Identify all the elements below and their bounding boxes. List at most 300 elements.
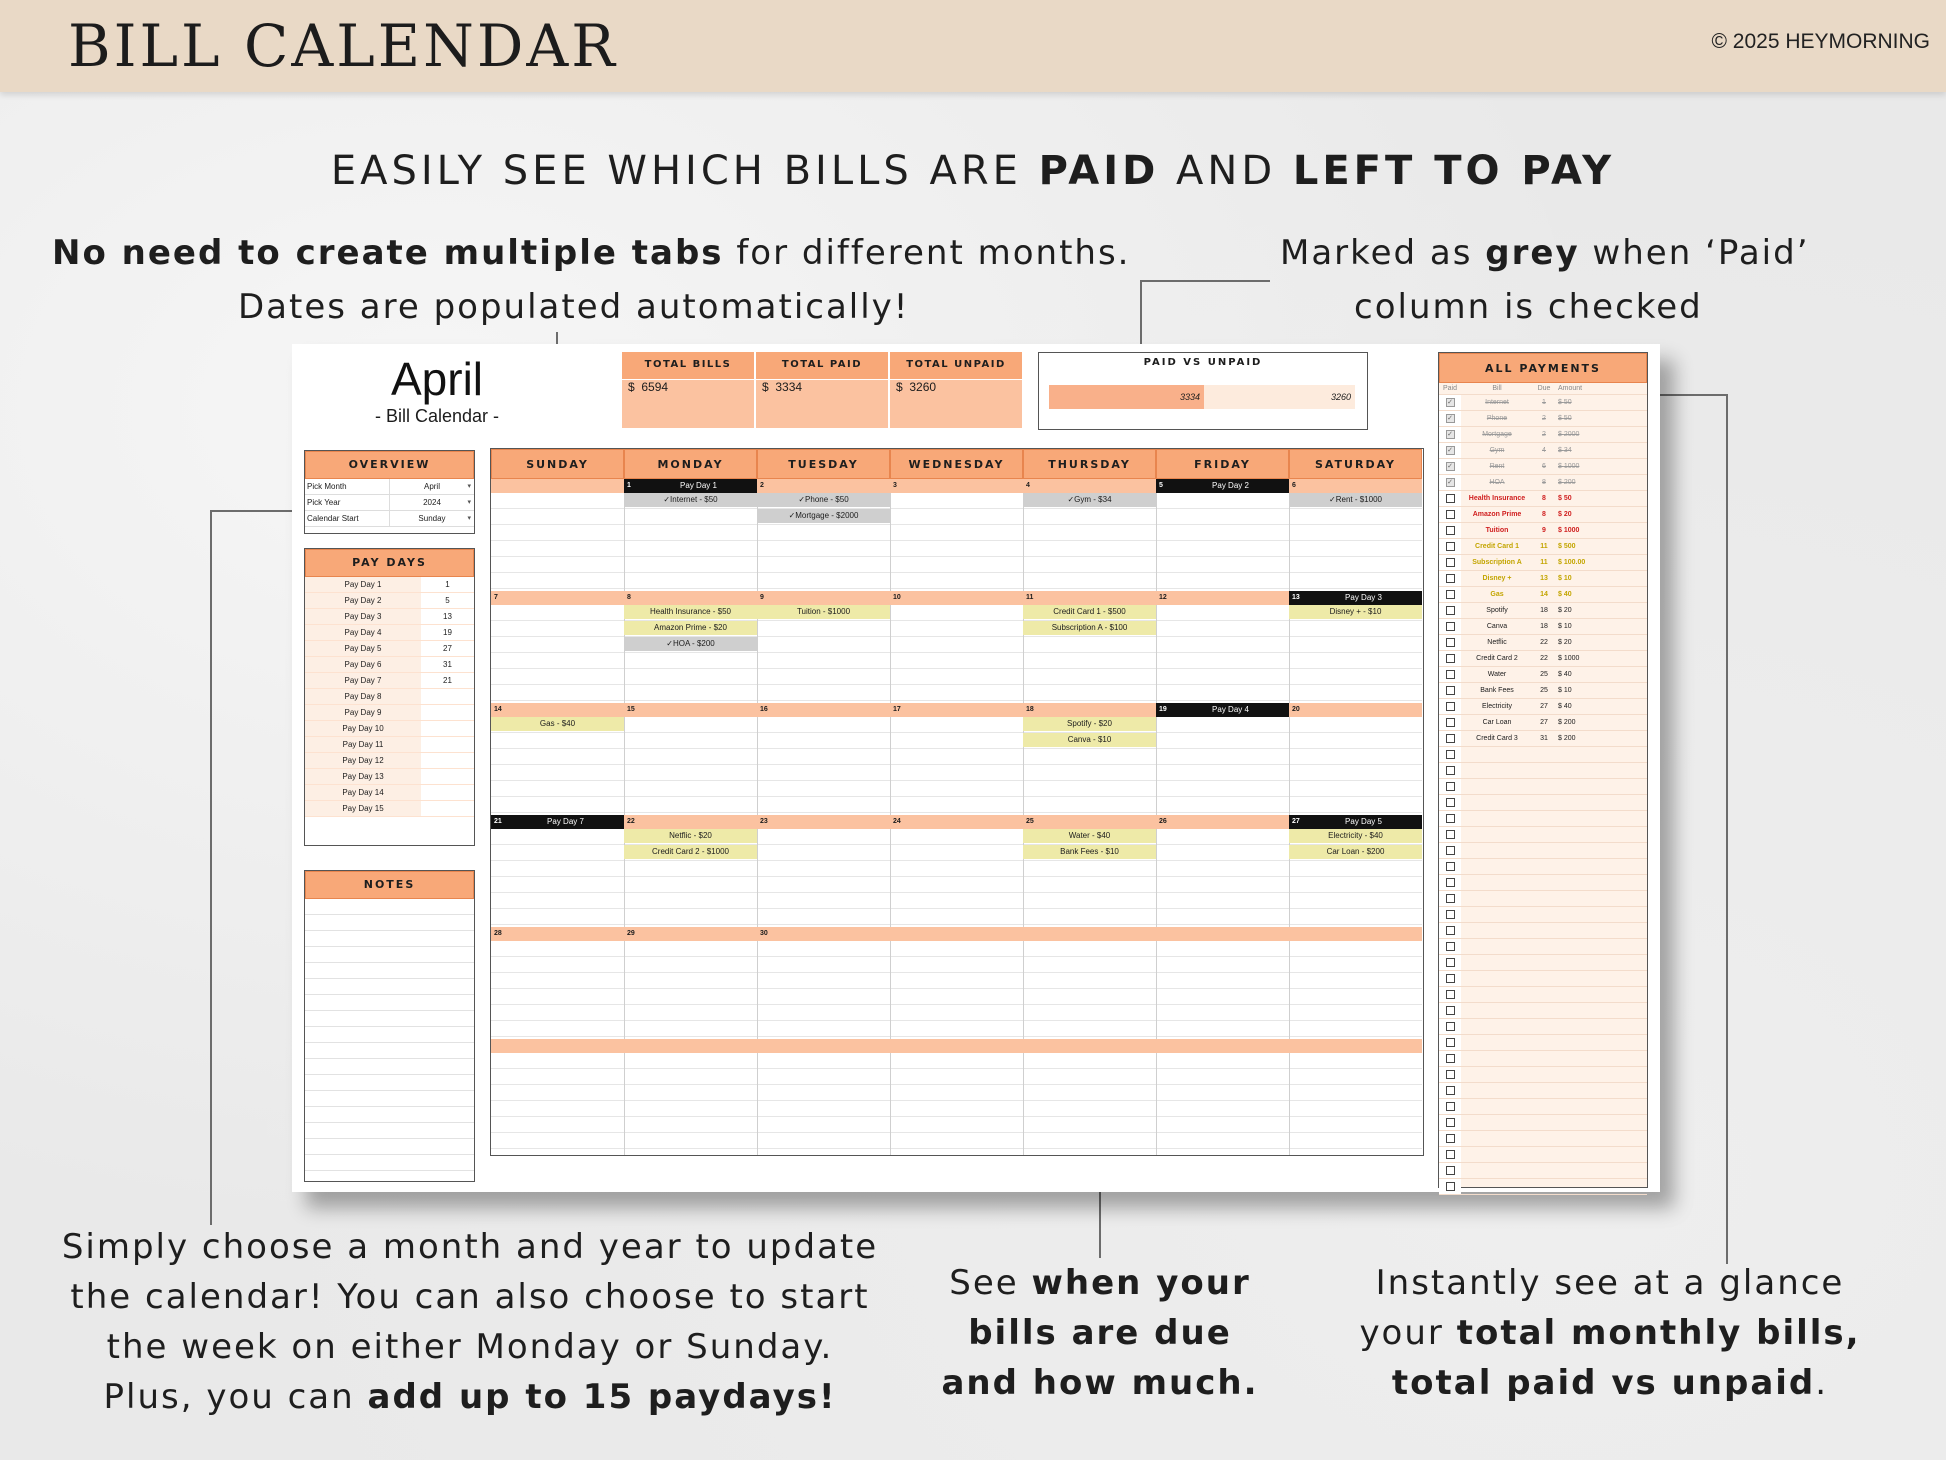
payday-date[interactable]: 19: [421, 625, 474, 640]
paid-checkbox[interactable]: [1446, 1166, 1455, 1175]
paid-checkbox[interactable]: [1446, 622, 1455, 631]
paid-checkbox-cell: [1439, 1099, 1461, 1114]
payday-date[interactable]: [421, 705, 474, 720]
caption-due-l1-bold: when your: [1031, 1263, 1251, 1303]
bill-entry[interactable]: ✓Internet - $50: [624, 493, 757, 507]
payment-amount: $ 20: [1558, 607, 1572, 614]
paid-checkbox-cell: [1439, 539, 1461, 554]
date-number: 17: [893, 706, 901, 713]
paid-checkbox[interactable]: [1446, 958, 1455, 967]
payment-due: 27: [1540, 703, 1548, 710]
paid-checkbox[interactable]: [1446, 526, 1455, 535]
date-number: 14: [494, 706, 502, 713]
payment-amount: $ 50: [1558, 415, 1572, 422]
payment-row: [1439, 1099, 1647, 1115]
bill-entry[interactable]: Disney + - $10: [1289, 605, 1422, 619]
bill-entry[interactable]: Water - $40: [1023, 829, 1156, 843]
payment-due: 1: [1542, 399, 1546, 406]
caption-choose: [60, 1222, 880, 1422]
date-number: 28: [494, 930, 502, 937]
paid-checkbox[interactable]: ✓: [1447, 447, 1453, 454]
total-unpaid-value: [890, 380, 1022, 428]
overview-value: April: [423, 482, 440, 491]
payment-row: [1439, 731, 1647, 747]
bill-entry[interactable]: Electricity - $40: [1289, 829, 1422, 843]
paid-checkbox-cell: [1439, 587, 1461, 602]
paid-checkbox[interactable]: [1446, 1054, 1455, 1063]
paid-checkbox[interactable]: [1446, 1102, 1455, 1111]
total-bills: [622, 352, 754, 428]
payment-amount-value: 50: [1563, 415, 1572, 422]
payday-label: Pay Day 12: [305, 753, 421, 768]
paid-checkbox-cell: [1439, 411, 1461, 426]
payment-row: [1439, 427, 1647, 443]
paid-checkbox-cell: [1439, 1163, 1461, 1178]
payment-row: [1439, 1163, 1647, 1179]
paid-checkbox-cell: [1439, 523, 1461, 538]
payment-row: [1439, 987, 1647, 1003]
paid-checkbox-cell: [1439, 1003, 1461, 1018]
date-number: 3: [893, 482, 897, 489]
payday-date[interactable]: [421, 801, 474, 816]
payday-date[interactable]: 13: [421, 609, 474, 624]
col-due: Due: [1537, 385, 1551, 392]
date-number: 7: [494, 594, 498, 601]
payment-due: 9: [1542, 527, 1546, 534]
date-number: 20: [1292, 706, 1300, 713]
paid-checkbox[interactable]: [1446, 766, 1455, 775]
payment-row: [1439, 907, 1647, 923]
payment-bill: Gas: [1490, 591, 1504, 598]
paid-checkbox-cell: [1439, 907, 1461, 922]
date-number: 9: [760, 594, 764, 601]
date-number: 5: [1156, 479, 1289, 493]
paid-checkbox-cell: [1439, 395, 1461, 410]
copyright: © 2025 HEYMORNING: [1711, 30, 1930, 53]
paid-checkbox[interactable]: ✓: [1447, 463, 1453, 470]
paid-checkbox[interactable]: [1446, 798, 1455, 807]
paid-checkbox-cell: [1439, 795, 1461, 810]
payment-amount-value: 20: [1563, 511, 1572, 518]
payday-date[interactable]: [421, 753, 474, 768]
payment-row: [1439, 827, 1647, 843]
payment-amount: $ 1000: [1558, 655, 1580, 662]
payment-row: [1439, 539, 1647, 555]
brand-title: BILL CALENDAR: [68, 12, 618, 80]
paid-checkbox[interactable]: [1446, 750, 1455, 759]
payment-row: [1439, 395, 1647, 411]
payment-row: [1439, 603, 1647, 619]
payment-amount: $ 2000: [1558, 431, 1580, 438]
payment-bill: Netflic: [1487, 639, 1507, 646]
caption-glance-l2-bold: total monthly bills,: [1456, 1313, 1861, 1353]
date-number: 10: [893, 594, 901, 601]
payment-due: 22: [1540, 639, 1548, 646]
paid-checkbox[interactable]: [1446, 846, 1455, 855]
week-rows: [491, 605, 1422, 703]
date-number: 24: [893, 818, 901, 825]
date-number: 1: [624, 479, 757, 493]
paid-checkbox[interactable]: [1446, 862, 1455, 871]
payment-amount-value: 34: [1563, 447, 1572, 454]
payment-due: 18: [1540, 607, 1548, 614]
payday-row: [305, 705, 474, 721]
payment-row: [1439, 795, 1647, 811]
payment-row: [1439, 1019, 1647, 1035]
notes-area[interactable]: [305, 899, 474, 1179]
caption-glance-l1: Instantly see at a glance: [1375, 1263, 1845, 1303]
paid-checkbox[interactable]: [1446, 542, 1455, 551]
date-number: 21: [491, 815, 624, 829]
payment-bill: Rent: [1489, 463, 1505, 470]
caption-grey-bold: grey: [1485, 233, 1580, 273]
paid-checkbox-cell: [1439, 1115, 1461, 1130]
payday-label: Pay Day 1: [305, 577, 421, 592]
paid-checkbox[interactable]: [1446, 814, 1455, 823]
paydays-panel: [304, 548, 475, 846]
date-number: 30: [760, 930, 768, 937]
caption-grey-line2: column is checked: [1354, 287, 1703, 327]
payment-due: 31: [1540, 735, 1548, 742]
payday-date[interactable]: [421, 689, 474, 704]
chevron-down-icon: ▾: [467, 515, 471, 522]
payday-date[interactable]: [421, 721, 474, 736]
payment-due: 27: [1540, 719, 1548, 726]
bill-entry[interactable]: ✓Phone - $50: [757, 493, 890, 507]
paid-checkbox[interactable]: [1446, 686, 1455, 695]
payment-row: [1439, 523, 1647, 539]
payday-label: Pay Day 14: [305, 785, 421, 800]
payment-row: [1439, 555, 1647, 571]
payment-row: [1439, 1115, 1647, 1131]
bill-entry[interactable]: ✓Gym - $34: [1023, 493, 1156, 507]
payday-label: Pay Day 3: [305, 609, 421, 624]
payment-row: [1439, 683, 1647, 699]
overview-value: Sunday: [418, 514, 446, 523]
payday-row: [305, 609, 474, 625]
paid-checkbox[interactable]: [1446, 494, 1455, 503]
payment-amount-value: 50: [1563, 495, 1572, 502]
bill-entry[interactable]: Credit Card 1 - $500: [1023, 605, 1156, 619]
bill-entry[interactable]: ✓Mortgage - $2000: [757, 509, 890, 523]
payment-amount-value: 50: [1563, 399, 1572, 406]
payment-bill: Internet: [1485, 399, 1509, 406]
bill-entry[interactable]: Netflic - $20: [624, 829, 757, 843]
paid-checkbox[interactable]: ✓: [1447, 479, 1453, 486]
payday-label: Pay Day 8: [305, 689, 421, 704]
total-bills-amount: 6594: [641, 380, 669, 394]
chevron-down-icon: ▾: [467, 499, 471, 506]
payday-date[interactable]: 21: [421, 673, 474, 688]
bill-entry[interactable]: Car Loan - $200: [1289, 845, 1422, 859]
payment-amount-value: 100.00: [1563, 559, 1586, 566]
paid-checkbox[interactable]: [1446, 910, 1455, 919]
paid-checkbox[interactable]: [1446, 1022, 1455, 1031]
payment-row: [1439, 507, 1647, 523]
paid-checkbox-cell: [1439, 955, 1461, 970]
payday-label: Pay Day 9: [305, 705, 421, 720]
paid-checkbox-cell: [1439, 507, 1461, 522]
payment-row: [1439, 699, 1647, 715]
paid-checkbox-cell: [1439, 827, 1461, 842]
payment-due: 4: [1542, 447, 1546, 454]
col-amount: Amount: [1558, 385, 1583, 392]
payment-amount-value: 10: [1563, 623, 1572, 630]
payment-amount: $ 50: [1558, 399, 1572, 406]
paid-checkbox-cell: [1439, 475, 1461, 490]
col-paid: Paid: [1442, 385, 1457, 392]
bill-entry[interactable]: Canva - $10: [1023, 733, 1156, 747]
payment-row: [1439, 939, 1647, 955]
caption-choose-l1: Simply choose a month and year to update: [61, 1227, 879, 1267]
day-header: TUESDAY: [757, 449, 890, 479]
bill-entry[interactable]: ✓HOA - $200: [624, 637, 757, 651]
payment-amount-value: 10: [1563, 575, 1572, 582]
paid-checkbox-cell: [1439, 715, 1461, 730]
payday-label: Pay Day 13: [305, 769, 421, 784]
paid-checkbox-cell: [1439, 1147, 1461, 1162]
paid-checkbox-cell: [1439, 859, 1461, 874]
day-header: FRIDAY: [1156, 449, 1289, 479]
payment-row: [1439, 1067, 1647, 1083]
paid-checkbox[interactable]: [1446, 1070, 1455, 1079]
paid-checkbox-cell: [1439, 667, 1461, 682]
caption-due-l3: and how much.: [941, 1363, 1259, 1403]
payday-date[interactable]: [421, 785, 474, 800]
payday-marker: Pay Day 2: [1176, 479, 1285, 493]
payday-marker: Pay Day 1: [644, 479, 753, 493]
paid-checkbox[interactable]: [1446, 1006, 1455, 1015]
payday-marker: Pay Day 3: [1309, 591, 1418, 605]
payment-row: [1439, 1035, 1647, 1051]
caption-glance-l3-bold: total paid vs unpaid: [1391, 1363, 1816, 1403]
payment-row: [1439, 923, 1647, 939]
caption-due-l2: bills are due: [968, 1313, 1232, 1353]
caption-due-l1-pre: See: [949, 1263, 1032, 1303]
bill-entry[interactable]: Bank Fees - $10: [1023, 845, 1156, 859]
bill-entry[interactable]: Subscription A - $100: [1023, 621, 1156, 635]
payment-amount-value: 40: [1563, 591, 1572, 598]
overview-value: 2024: [423, 498, 441, 507]
overview-select[interactable]: [389, 495, 474, 510]
week-rows: [491, 829, 1422, 927]
payment-row: [1439, 1179, 1647, 1195]
bill-entry[interactable]: Tuition - $1000: [757, 605, 890, 619]
date-number: 15: [627, 706, 635, 713]
overview-label: Calendar Start: [305, 511, 389, 526]
paid-checkbox-cell: [1439, 571, 1461, 586]
payment-bill: Electricity: [1482, 703, 1512, 710]
day-header: THURSDAY: [1023, 449, 1156, 479]
paid-checkbox[interactable]: [1446, 894, 1455, 903]
paid-checkbox-cell: [1439, 1083, 1461, 1098]
payment-amount: $ 20: [1558, 639, 1572, 646]
paid-checkbox[interactable]: [1446, 926, 1455, 935]
caption-choose-l4-bold: add up to 15 paydays!: [367, 1377, 837, 1417]
spreadsheet: [292, 344, 1660, 1192]
payment-bill: Car Loan: [1482, 719, 1512, 726]
payment-row: [1439, 667, 1647, 683]
payment-amount: $ 40: [1558, 591, 1572, 598]
payment-amount: $ 10: [1558, 623, 1572, 630]
payment-due: 25: [1540, 687, 1548, 694]
caption-tabs-rest: for different months.: [723, 233, 1131, 273]
caption-due: [930, 1258, 1270, 1408]
paid-checkbox[interactable]: [1446, 1134, 1455, 1143]
payday-date[interactable]: 31: [421, 657, 474, 672]
payment-amount: $ 1000: [1558, 527, 1580, 534]
payment-row: [1439, 843, 1647, 859]
payment-row: [1439, 651, 1647, 667]
paid-checkbox[interactable]: [1446, 830, 1455, 839]
paid-checkbox[interactable]: [1446, 878, 1455, 887]
paid-checkbox[interactable]: [1446, 558, 1455, 567]
paid-checkbox-cell: [1439, 1179, 1461, 1194]
paid-checkbox[interactable]: [1446, 702, 1455, 711]
payment-amount-value: 40: [1563, 703, 1572, 710]
total-bills-label: TOTAL BILLS: [622, 352, 754, 380]
paid-checkbox-cell: [1439, 555, 1461, 570]
date-number: 11: [1026, 594, 1034, 601]
month-subtitle: - Bill Calendar -: [374, 406, 500, 426]
payment-amount: $ 40: [1558, 671, 1572, 678]
payday-date[interactable]: 5: [421, 593, 474, 608]
payment-row: [1439, 747, 1647, 763]
payday-marker: Pay Day 7: [511, 815, 620, 829]
caption-tabs-line2: Dates are populated automatically!: [238, 287, 910, 327]
paid-checkbox[interactable]: [1446, 510, 1455, 519]
paid-checkbox[interactable]: [1446, 734, 1455, 743]
paid-checkbox[interactable]: [1446, 1150, 1455, 1159]
payment-bill: Tuition: [1485, 527, 1509, 534]
payment-amount: $ 10: [1558, 575, 1572, 582]
paydays-title: PAY DAYS: [305, 549, 474, 577]
caption-glance-l3-post: .: [1815, 1363, 1829, 1403]
date-number: 12: [1159, 594, 1167, 601]
paid-checkbox-cell: [1439, 1035, 1461, 1050]
caption-glance-l2-pre: your: [1359, 1313, 1457, 1353]
date-number: 8: [627, 594, 631, 601]
paid-checkbox[interactable]: ✓: [1447, 415, 1453, 422]
paid-checkbox[interactable]: ✓: [1447, 431, 1453, 438]
paid-checkbox[interactable]: [1446, 574, 1455, 583]
paid-checkbox-cell: [1439, 635, 1461, 650]
paid-checkbox-cell: [1439, 811, 1461, 826]
paid-checkbox[interactable]: [1446, 974, 1455, 983]
caption-glance-l3: [1350, 1358, 1870, 1408]
payment-amount-value: 2000: [1563, 431, 1580, 438]
bill-entry[interactable]: Spotify - $20: [1023, 717, 1156, 731]
caption-choose-l3: the week on either Monday or Sunday.: [106, 1327, 834, 1367]
paid-checkbox[interactable]: [1446, 782, 1455, 791]
paid-checkbox[interactable]: [1446, 718, 1455, 727]
date-number: 22: [627, 818, 635, 825]
payday-row: [305, 641, 474, 657]
paid-checkbox[interactable]: [1446, 1038, 1455, 1047]
date-number: 4: [1026, 482, 1030, 489]
payment-amount: $ 1000: [1558, 463, 1580, 470]
bill-entry[interactable]: Health Insurance - $50: [624, 605, 757, 619]
overview-select[interactable]: [389, 479, 474, 494]
payment-amount-value: 200: [1563, 719, 1576, 726]
bill-entry[interactable]: ✓Rent - $1000: [1289, 493, 1422, 507]
payday-date[interactable]: [421, 737, 474, 752]
all-payments-panel: [1438, 352, 1648, 1188]
caption-glance: [1350, 1258, 1870, 1408]
payment-amount-value: 200: [1563, 735, 1576, 742]
day-header: MONDAY: [624, 449, 757, 479]
paid-checkbox[interactable]: [1446, 670, 1455, 679]
paid-checkbox[interactable]: [1446, 654, 1455, 663]
overview-select[interactable]: [389, 511, 474, 526]
paid-checkbox-cell: [1439, 459, 1461, 474]
paid-checkbox[interactable]: [1446, 638, 1455, 647]
payment-row: [1439, 859, 1647, 875]
payday-label: Pay Day 5: [305, 641, 421, 656]
paid-checkbox-cell: [1439, 987, 1461, 1002]
unpaid-bar: 3260: [1204, 385, 1355, 409]
calendar-grid: [490, 448, 1424, 1156]
payment-bill: Health Insurance: [1468, 495, 1526, 502]
paid-checkbox-cell: [1439, 683, 1461, 698]
bill-entry[interactable]: Gas - $40: [491, 717, 624, 731]
payment-amount: $ 200: [1558, 479, 1576, 486]
payment-bill: Credit Card 3: [1476, 735, 1518, 742]
paid-checkbox-cell: [1439, 1051, 1461, 1066]
payment-row: [1439, 779, 1647, 795]
date-number: 23: [760, 818, 768, 825]
caption-choose-l2: the calendar! You can also choose to start: [70, 1277, 870, 1317]
paid-checkbox[interactable]: [1446, 1182, 1455, 1191]
day-header: SATURDAY: [1289, 449, 1422, 479]
week-rows: [491, 493, 1422, 591]
payment-row: [1439, 1003, 1647, 1019]
paid-checkbox[interactable]: [1446, 1086, 1455, 1095]
paid-checkbox-cell: [1439, 491, 1461, 506]
paid-checkbox[interactable]: [1446, 590, 1455, 599]
payment-amount: $ 40: [1558, 703, 1572, 710]
total-paid: [756, 352, 888, 428]
overview-label: Pick Year: [305, 495, 389, 510]
payday-row: [305, 593, 474, 609]
bill-entry[interactable]: Amazon Prime - $20: [624, 621, 757, 635]
paid-checkbox[interactable]: ✓: [1447, 399, 1453, 406]
paid-checkbox-cell: [1439, 779, 1461, 794]
payment-amount-value: 20: [1563, 639, 1572, 646]
currency-sign: $: [628, 380, 635, 394]
bill-entry[interactable]: Credit Card 2 - $1000: [624, 845, 757, 859]
payment-due: 2: [1542, 431, 1546, 438]
total-bills-value: [622, 380, 754, 428]
paid-checkbox[interactable]: [1446, 1118, 1455, 1127]
notes-panel: [304, 870, 475, 1182]
payday-label: Pay Day 7: [305, 673, 421, 688]
payment-amount: $ 200: [1558, 719, 1576, 726]
payment-bill: Subscription A: [1472, 559, 1522, 566]
payday-date[interactable]: [421, 769, 474, 784]
payment-amount-value: 200: [1563, 479, 1576, 486]
payment-amount: $ 50: [1558, 495, 1572, 502]
paid-checkbox[interactable]: [1446, 942, 1455, 951]
paid-checkbox[interactable]: [1446, 990, 1455, 999]
payment-bill: Amazon Prime: [1472, 511, 1522, 518]
caption-tabs-line1: [52, 226, 1131, 280]
payment-bill: Credit Card 1: [1475, 543, 1519, 550]
paid-checkbox[interactable]: [1446, 606, 1455, 615]
overview-label: Pick Month: [305, 479, 389, 494]
payday-date[interactable]: 1: [421, 577, 474, 592]
payday-date[interactable]: 27: [421, 641, 474, 656]
